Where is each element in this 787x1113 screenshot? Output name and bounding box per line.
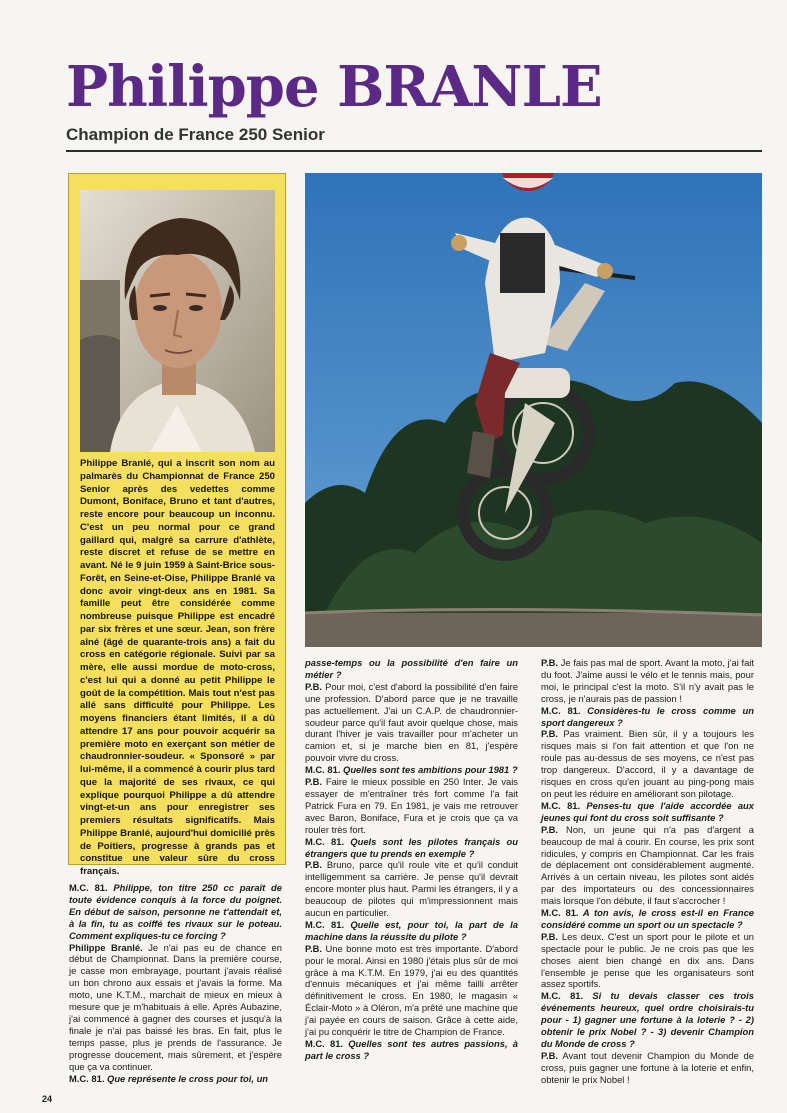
answer-text: Non, un jeune qui n'a pas d'argent a beaucoup de mal à courir. En course, les prix sont ridicules, y compris en Championnat. Car les frais de déplacement ont considérablement augmenté. Arrivés à un certain niveau, les pilotes sont aidés par des importateurs ou des concessionnaires mais lorsque l'on débute, il faut s'accrocher ! xyxy=(541,823,754,907)
question-text: Philippe, ton titre 250 cc paraît de toute évidence conquis à la force du poignet. En début de saison, personne ne t'attendait et, à la fin, tu as coiffé tes rivaux sur le poteau. Comment expliques-tu ce forcing ? xyxy=(69,882,282,941)
answer-text: Je fais pas mal de sport. Avant la moto, j'ai fait du foot. J'aime aussi le vélo et le tennis mais, pour moi, le principal c'est la moto. S'il n'y avait pas le cross, je n'aurais pas de passion ! xyxy=(541,657,754,704)
question-text: A ton avis, le cross est-il en France considéré comme un sport ou un spectacle ? xyxy=(541,907,754,930)
speaker-label: M.C. 81. xyxy=(305,835,345,847)
page-number: 24 xyxy=(42,1094,53,1104)
question-text: Quels sont les pilotes français ou étrangers que tu prends en exemple ? xyxy=(305,835,518,859)
interview-answer xyxy=(69,942,282,1073)
answer-text: Avant tout devenir Champion du Monde de cross, puis gagner une fortune à la loterie et enfin, obtenir le prix Nobel ! xyxy=(541,1049,754,1085)
speaker-label: Philippe Branlé. xyxy=(69,941,143,953)
interview-column-2 xyxy=(305,657,518,1062)
answer-text: Une bonne moto est très importante. D'abord pour le moral. Ainsi en 1980 j'étais plus sûr de moi grâce à ma K.T.M. En 1979, j'ai eu des quantités d'ennuis mécaniques et j'ai même failli arrêter définitivement le cross. En 1980, le magasin « Éclair-Moto » à Oléron, m'a prêté une machine que j'ai payée en cours de saison. Grâce à cette aide, j'ai pu conquérir le titre de Champion de France. xyxy=(305,942,518,1038)
speaker-label: M.C. 81. xyxy=(541,704,581,716)
question-text: Si tu devais classer ces trois événements heureux, quel ordre choisirais-tu pour - 1) gagner une fortune à la loterie ? - 2) obtenir le prix Nobel ? - 3) devenir Champion du Monde de cross ? xyxy=(541,990,754,1049)
interview-question xyxy=(305,919,518,943)
article-title: Philippe BRANLE xyxy=(66,54,602,120)
interview-answer xyxy=(541,657,754,705)
interview-answer xyxy=(541,931,754,991)
answer-text: Je n'ai pas eu de chance en début de Championnat. Dans la première course, je casse mon embrayage, pourtant j'avais réalisé un bon chrono aux essais et j'avais la forme. Ma moto, une K.T.M., marchait de mieux en mieux à mesure que je m'habituais à elle. Après Aubazine, j'ai commencé à gagner des courses et jusqu'à la finale je n'ai pas baissé les bras. En fait, plus le temps passe, plus je prends de l'assurance. Je progresse doucement, mais sûrement, et j'espère que ça va continuer. xyxy=(69,941,282,1072)
speaker-label: P.B. xyxy=(305,859,323,871)
speaker-label: M.C. 81. xyxy=(541,907,579,919)
speaker-label: M.C. 81. xyxy=(541,990,584,1002)
speaker-label: M.C. 81. xyxy=(305,764,341,776)
motocross-jump-photo xyxy=(305,173,762,647)
speaker-label: P.B. xyxy=(305,776,323,788)
interview-question xyxy=(69,1073,282,1085)
speaker-label: P.B. xyxy=(305,680,323,692)
speaker-label: M.C. 81. xyxy=(305,918,345,930)
interview-question xyxy=(541,907,754,931)
answer-text: Pas vraiment. Bien sûr, il y a toujours les risques mais si l'on fait attention et que l'on ne roule pas au-dessus de ses moyens, ce n'est pas trop dangereux. D'accord, il y a davantage de risques en cross qu'en jouant au ping-pong mais on peut les réduire en améliorant son pilotage. xyxy=(541,728,754,799)
question-text: Considères-tu le cross comme un sport dangereux ? xyxy=(541,704,754,728)
interview-answer xyxy=(305,681,518,764)
interview-question xyxy=(305,764,518,776)
interview-question xyxy=(305,1038,518,1062)
speaker-label: P.B. xyxy=(541,1049,559,1061)
question-text: Quelles sont tes autres passions, à part le cross ? xyxy=(305,1038,518,1061)
answer-text: Les deux. C'est un sport pour le pilote et un spectacle pour le public. Je ne crois pas que les choses aient bien changé en dix ans. Dans l'ensemble je pense que les organisateurs sont assez sportifs. xyxy=(541,930,754,990)
interview-answer xyxy=(541,1050,754,1086)
interview-answer xyxy=(541,824,754,907)
portrait-photo xyxy=(80,190,275,452)
interview-column-1 xyxy=(69,882,282,1084)
speaker-label: P.B. xyxy=(541,823,559,835)
header-divider xyxy=(66,150,762,152)
speaker-label: M.C. 81. xyxy=(69,882,108,893)
interview-question xyxy=(541,705,754,729)
speaker-label: M.C. 81. xyxy=(305,1038,344,1049)
question-text: passe-temps ou la possibilité d'en faire un métier ? xyxy=(305,657,518,680)
interview-answer xyxy=(305,943,518,1038)
speaker-label: P.B. xyxy=(541,657,559,668)
interview-column-3 xyxy=(541,657,754,1086)
interview-question xyxy=(541,800,754,824)
interview-question xyxy=(69,882,282,942)
question-text: Que représente le cross pour toi, un xyxy=(104,1072,269,1084)
answer-text: Pour moi, c'est d'abord la possibilité d'en faire une profession. D'abord parce que je ne travaille pas actuellement. J'ai un C.A.P. de chaudronnier-soudeur parce qu'il faut avoir quelque chose, mais durant l'hiver je vais travailler pour m'acheter un camion et, si je marche bien en 81, j'espère pouvoir vivre du cross. xyxy=(305,680,518,764)
answer-text: Bruno, parce qu'il roule vite et qu'il conduit intelligemment sa carrière. Je pense qu'il devrait encore monter plus haut. Parmi les étrangers, il y a beaucoup de pilotes qui m'impressionnent mais aucun en particulier. xyxy=(305,859,518,919)
intro-paragraph: Philippe Branlé, qui a inscrit son nom au palmarès du Championnat de France 250 Senior après des vedettes comme Dumont, Boniface, Bruno et tant d'autres, reste encore pour beaucoup un inconnu. C'est un peu normal pour ce grand gaillard qui, malgré sa carrure d'athlète, reste discret et refuse de se mettre en avant. Né le 9 juin 1959 à Saint-Brice sous-Forêt, en Seine-et-Oise, Philippe Branlé va donc avoir vingt-deux ans en 1981. Sa famille peut être considérée comme nombreuse puisque Philippe est encadré par six frères et une sœur. Jean, son frère aîné (âgé de quarante-trois ans) a fait du cross en catégorie régionale. Suivi par sa mère, elle aussi mordue de moto-cross, c'est lui qui a donné au petit Philippe le goût de la compétition. Mais tout n'est pas allé sans difficulté pour Philippe. Les moyens financiers étant limités, il a dû attendre 17 ans pour pouvoir acquérir sa première moto en exerçant son métier de chaudronnier-soudeur. « Sponsoré » par lui-même, il a commencé à courir plus tard que la majorité de ses rivaux, ce qui explique pourquoi Philippe a dû attendre vingt-et-un ans pour enregistrer ses premiers résultats significatifs. Mais Philippe Branlé, aujourd'hui domicilié près de Poitiers, progresse à grands pas et constitue une valeur sûre du cross français. xyxy=(80,458,275,877)
interview-answer xyxy=(541,728,754,799)
answer-text: Faire le mieux possible en 250 Inter. Je vais essayer de m'entraîner très fort comme l'a fait Patrick Fura en 79. En 1981, je vais me retrouver avec Baron, Boniface, Fura et je crois que ça va rouler très fort. xyxy=(305,776,518,835)
interview-answer xyxy=(305,776,518,836)
speaker-label: P.B. xyxy=(541,728,559,740)
question-text: Penses-tu que l'aide accordée aux jeunes qui font du cross soit suffisante ? xyxy=(541,799,754,823)
question-text: Quelles sont tes ambitions pour 1981 ? xyxy=(340,764,518,776)
interview-question xyxy=(305,657,518,681)
interview-answer xyxy=(305,859,518,919)
speaker-label: M.C. 81. xyxy=(69,1072,105,1084)
interview-question xyxy=(305,836,518,860)
speaker-label: M.C. 81. xyxy=(541,799,581,811)
question-text: Quelle est, pour toi, la part de la machine dans la réussite du pilote ? xyxy=(305,918,518,942)
speaker-label: P.B. xyxy=(305,942,323,954)
speaker-label: P.B. xyxy=(541,930,559,942)
interview-question xyxy=(541,990,754,1050)
article-subtitle: Champion de France 250 Senior xyxy=(66,125,325,144)
